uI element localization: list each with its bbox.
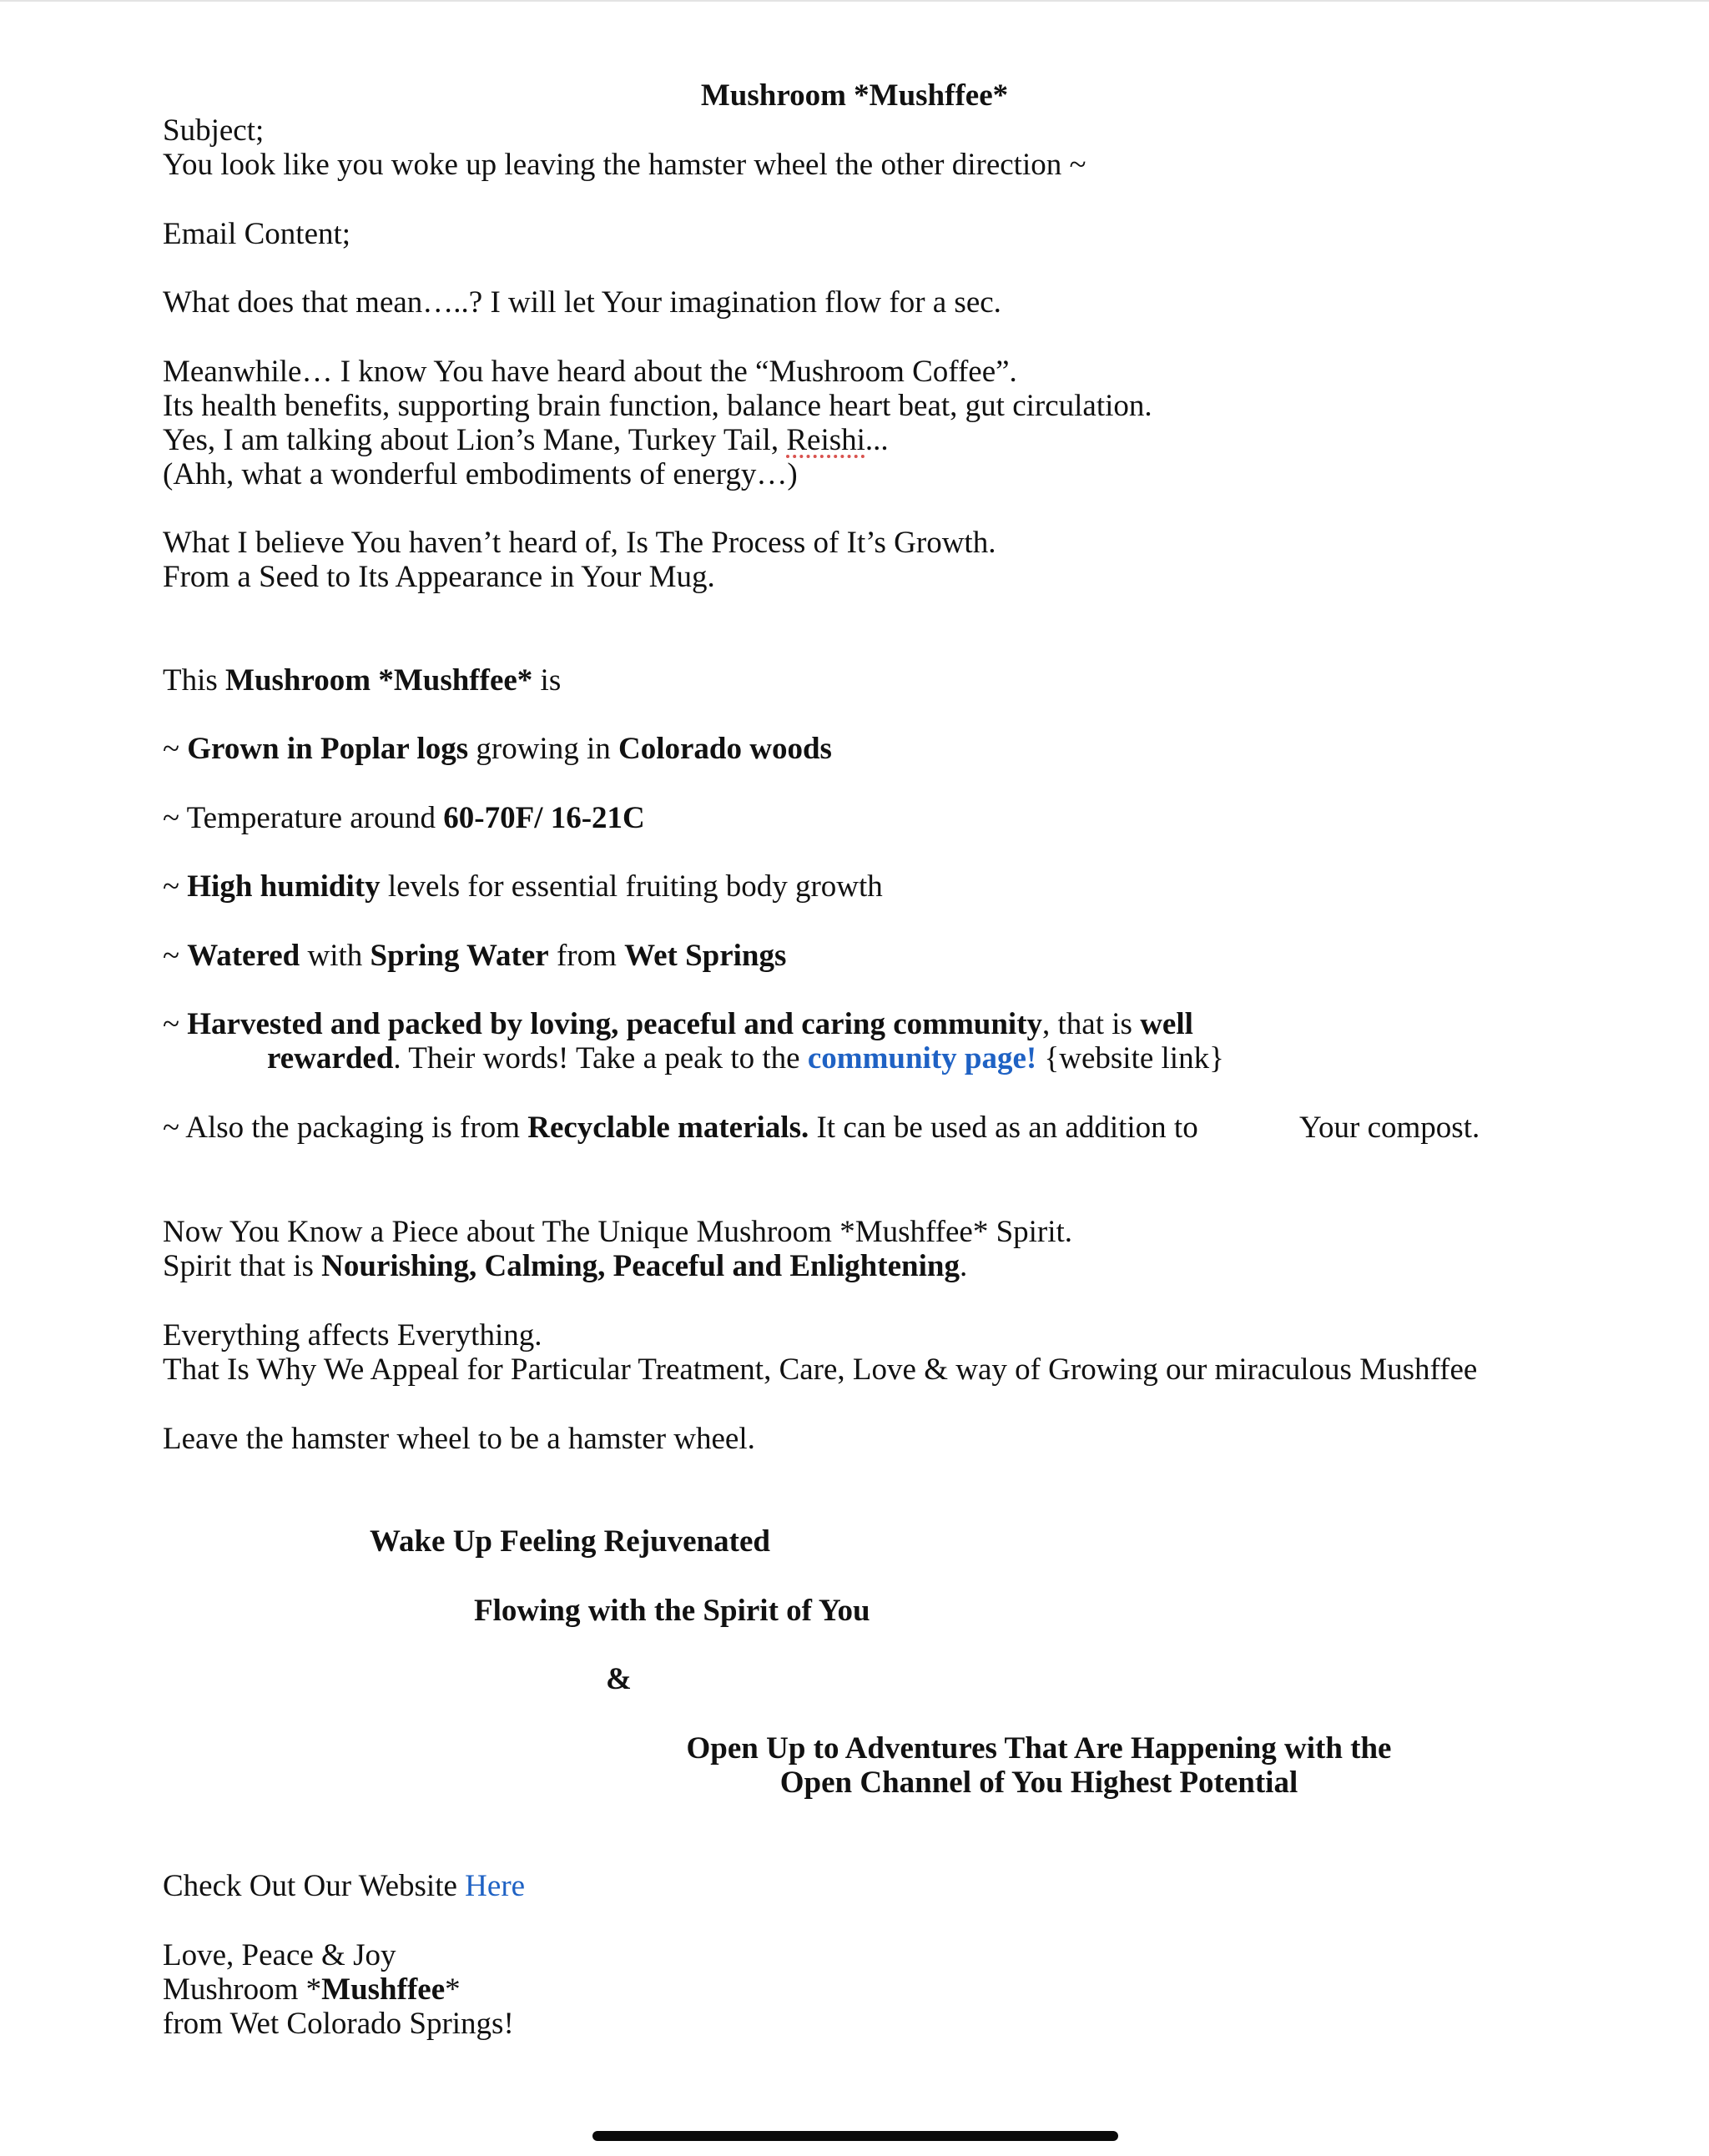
bullet-grown: ~ Grown in Poplar logs growing in Colorado woods — [163, 732, 832, 766]
home-indicator[interactable] — [592, 2131, 1118, 2141]
leave-line: Leave the hamster wheel to be a hamster wheel. — [163, 1422, 755, 1456]
everything-line: Everything affects Everything. — [163, 1318, 542, 1353]
website-line: Check Out Our Website Here — [163, 1869, 526, 1903]
now-you-know-line: Now You Know a Piece about The Unique Mushroom *Mushffee* Spirit. — [163, 1215, 1073, 1249]
subject-label: Subject; — [163, 113, 265, 148]
appeal-line: That Is Why We Appeal for Particular Treatment, Care, Love & way of Growing our miraculous Mushffee — [163, 1353, 1478, 1387]
spellcheck-word[interactable]: Reishi — [786, 423, 865, 457]
embodiments-line: (Ahh, what a wonderful embodiments of energy…) — [163, 457, 798, 491]
bullet-humidity: ~ High humidity levels for essential fruiting body growth — [163, 869, 883, 904]
bullet-packaging-compost: Your compost. — [1299, 1111, 1480, 1145]
document-title: Mushroom *Mushffee* — [700, 78, 1009, 113]
slogan-line-2: Flowing with the Spirit of You — [474, 1594, 870, 1628]
this-mushroom-line: This Mushroom *Mushffee* is — [163, 663, 562, 698]
intro-line: What does that mean…..? I will let Your imagination flow for a sec. — [163, 285, 1001, 320]
bullet-harvested-continued: rewarded. Their words! Take a peak to the community page! {website link} — [267, 1041, 1224, 1075]
meanwhile-line: Meanwhile… I know You have heard about the “Mushroom Coffee”. — [163, 355, 1017, 389]
subject-text: You look like you woke up leaving the hamster wheel the other direction ~ — [163, 148, 1086, 182]
email-content-label: Email Content; — [163, 217, 351, 251]
community-page-link[interactable]: community page! — [807, 1041, 1037, 1075]
slogan-ampersand: & — [606, 1662, 632, 1696]
benefits-line: Its health benefits, supporting brain function, balance heart beat, gut circulation. — [163, 389, 1152, 423]
slogan-line-1: Wake Up Feeling Rejuvenated — [370, 1524, 770, 1559]
slogan-line-3b: Open Channel of You Highest Potential — [779, 1766, 1298, 1800]
process-line: What I believe You haven’t heard of, Is The Process of It’s Growth. — [163, 526, 996, 560]
website-link[interactable]: Here — [465, 1869, 526, 1903]
spirit-line: Spirit that is Nourishing, Calming, Peaceful and Enlightening. — [163, 1249, 968, 1283]
closing-line-3: from Wet Colorado Springs! — [163, 2007, 514, 2041]
seed-line: From a Seed to Its Appearance in Your Mug. — [163, 560, 715, 594]
closing-line-1: Love, Peace & Joy — [163, 1938, 396, 1972]
bullet-harvested: ~ Harvested and packed by loving, peaceful and caring community, that is well — [163, 1007, 1193, 1041]
bullet-watered: ~ Watered with Spring Water from Wet Springs — [163, 939, 787, 973]
slogan-line-3a: Open Up to Adventures That Are Happening with the — [686, 1731, 1392, 1766]
closing-line-2: Mushroom *Mushffee* — [163, 1972, 461, 2007]
bullet-packaging: ~ Also the packaging is from Recyclable materials. It can be used as an addition to — [163, 1111, 1198, 1145]
mushroom-types-line: Yes, I am talking about Lion’s Mane, Turkey Tail, Reishi... — [163, 423, 889, 457]
bullet-temperature: ~ Temperature around 60-70F/ 16-21C — [163, 801, 645, 835]
